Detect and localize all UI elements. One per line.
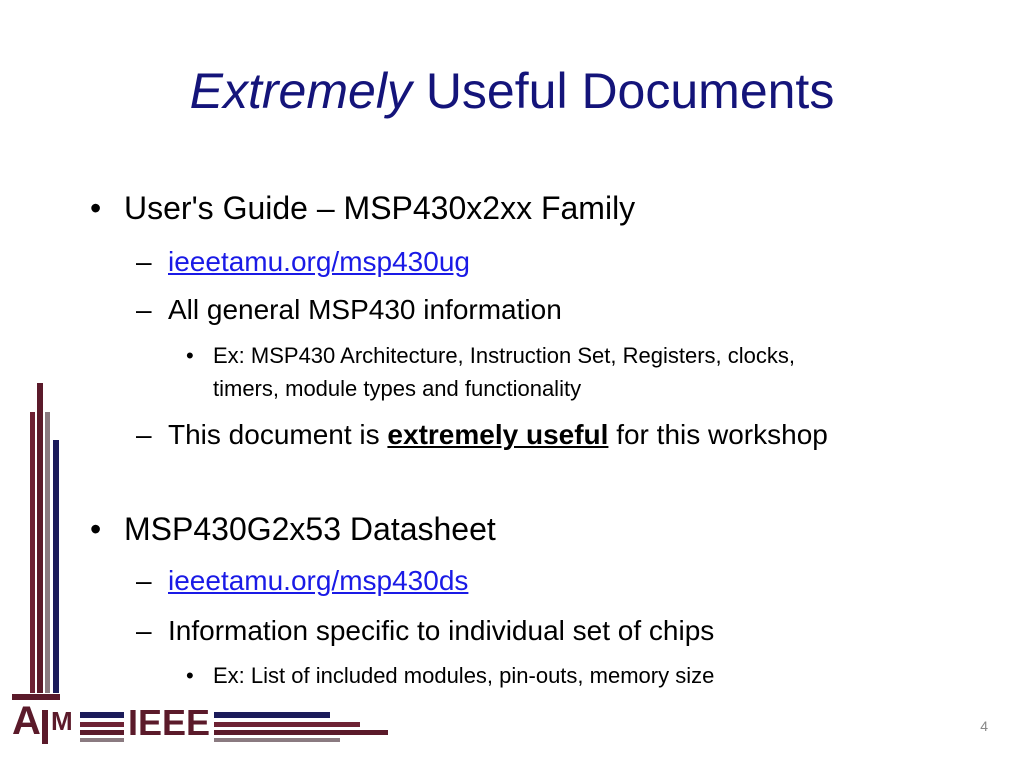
note-suffix: for this workshop [616, 419, 828, 450]
dash-icon: – [136, 615, 152, 646]
sub-bullet-text: Information specific to individual set of chips [168, 615, 715, 646]
note-prefix: This document is [168, 419, 380, 450]
maroon-stripe [30, 412, 35, 693]
detail-text-line-2: timers, module types and functionality [213, 376, 582, 401]
dash-icon: – [136, 565, 152, 596]
detail-text: Ex: List of included modules, pin-outs, memory size [213, 663, 715, 688]
note-emphasis: extremely useful [387, 419, 609, 450]
bullet-dot-icon: • [186, 663, 194, 688]
navy-stripe [53, 440, 59, 693]
bullet-dot-icon: • [186, 343, 194, 368]
dash-icon: – [136, 294, 152, 325]
title-italic: Extremely [189, 63, 412, 119]
dash-icon: – [136, 246, 152, 277]
logo-letter-a: A [12, 699, 41, 743]
page-number: 4 [980, 718, 988, 734]
datasheet-link[interactable]: ieeetamu.org/msp430ds [168, 565, 469, 596]
detail-text-line-1: Ex: MSP430 Architecture, Instruction Set, Registers, clocks, [213, 343, 796, 368]
note-text [168, 419, 828, 451]
logo-rule [80, 722, 360, 727]
bullet-dot-icon: • [90, 190, 102, 226]
user-guide-link[interactable]: ieeetamu.org/msp430ug [168, 246, 470, 277]
title-rest: Useful Documents [425, 63, 835, 119]
maroon-stripe [37, 383, 43, 693]
bullet-text: MSP430G2x53 Datasheet [124, 511, 496, 547]
gray-stripe [45, 412, 50, 693]
bullet-text: User's Guide – MSP430x2xx Family [124, 190, 636, 226]
dash-icon: – [136, 419, 152, 450]
logo-t-stem [42, 710, 48, 744]
logo-ieee-text: IEEE [124, 703, 214, 743]
bullet-dot-icon: • [90, 511, 102, 547]
logo-letter-m: M [51, 706, 73, 736]
sub-bullet-text: All general MSP430 information [168, 294, 562, 325]
